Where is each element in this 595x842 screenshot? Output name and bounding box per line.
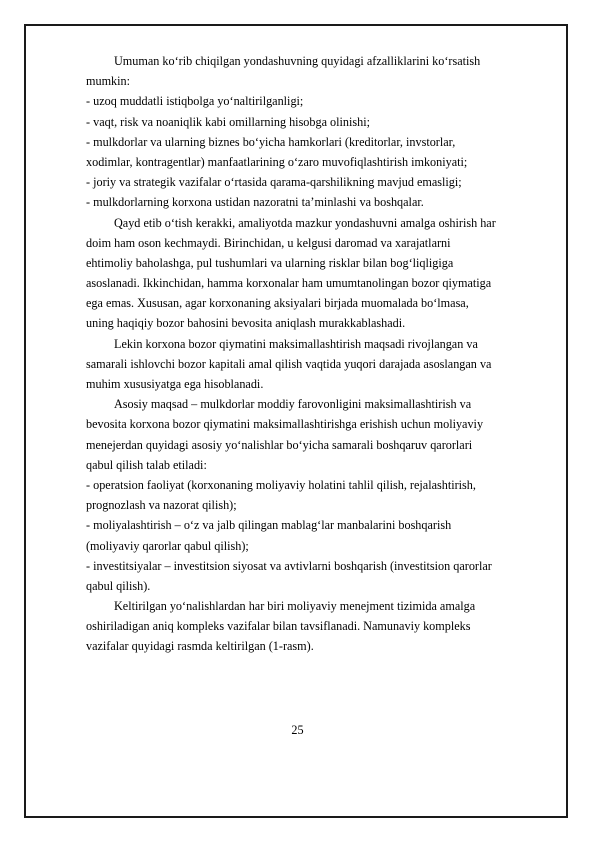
- text-line: - mulkdorlarning korxona ustidan nazoratni ta’minlashi va boshqalar.: [86, 195, 424, 210]
- text-line: ehtimoliy baholashga, pul tushumlari va ularning risklar bilan bog‘liqligiga: [86, 255, 454, 270]
- text-line: - uzoq muddatli istiqbolga yo‘naltirilganligi;: [86, 94, 304, 109]
- paragraph-first-line: Keltirilgan yo‘nalishlardan har biri moliyaviy menejment tizimida amalga: [114, 599, 476, 614]
- text-line: muhim xususiyatga ega hisoblanadi.: [86, 377, 264, 391]
- text-line: - mulkdorlar va ularning biznes bo‘yicha hamkorlari (kreditorlar, invstorlar,: [86, 134, 456, 149]
- text-line: ega emas. Xususan, agar korxonaning aksiyalari birjada muomalada bo‘lmasa,: [86, 296, 469, 311]
- paragraph-first-line: Lekin korxona bozor qiymatini maksimallashtirish maqsadi rivojlangan va: [114, 336, 478, 351]
- paragraph-first-line: Asosiy maqsad – mulkdorlar moddiy farovonligini maksimallashtirish va: [114, 397, 472, 412]
- text-line: - vaqt, risk va noaniqlik kabi omillarning hisobga olinishi;: [86, 114, 371, 129]
- text-line: vazifalar quyidagi rasmda keltirilgan (1-rasm).: [86, 639, 314, 654]
- text-line: - operatsion faoliyat (korxonaning moliyaviy holatini tahlil qilish, rejalashtirish,: [86, 477, 476, 492]
- text-line: - moliyalashtirish – o‘z va jalb qilingan mablag‘lar manbalarini boshqarish: [86, 518, 452, 533]
- text-line: bevosita korxona bozor qiymatini maksimallashtirishga erishish uchun moliyaviy: [86, 417, 484, 432]
- text-line: uning haqiqiy bozor bahosini bevosita aniqlash murakkablashadi.: [86, 316, 406, 331]
- text-line: qabul qilish talab etiladi:: [86, 457, 207, 472]
- paragraph-first-line: Qayd etib o‘tish kerakki, amaliyotda mazkur yondashuvni amalga oshirish har: [114, 215, 496, 230]
- text-line: - joriy va strategik vazifalar o‘rtasida qarama-qarshilikning mavjud emasligi;: [86, 175, 462, 190]
- text-line: - investitsiyalar – investitsion siyosat va avtivlarni boshqarish (investitsion qarorlar: [86, 558, 492, 573]
- document-body: [86, 51, 554, 657]
- text-line: oshiriladigan aniq kompleks vazifalar bilan tavsiflanadi. Namunaviy kompleks: [86, 619, 471, 634]
- text-line: xodimlar, kontragentlar) manfaatlarining o‘zaro muvofiqlashtirish imkoniyati;: [86, 154, 468, 169]
- text-line: mumkin:: [86, 74, 131, 89]
- paragraph-first-line: Umuman ko‘rib chiqilgan yondashuvning quyidagi afzalliklarini ko‘rsatish: [114, 54, 481, 68]
- text-line: samarali ishlovchi bozor kapitali amal qilish vaqtida yuqori darajada asoslangan va: [86, 356, 492, 371]
- page-number: 25: [291, 723, 304, 737]
- text-line: asoslanadi. Ikkinchidan, hamma korxonalar ham umumtanolingan bozor qiymatiga: [86, 276, 492, 291]
- text-line: (moliyaviy qarorlar qabul qilish);: [86, 538, 249, 553]
- text-line: doim ham oson kechmaydi. Birinchidan, u kelgusi daromad va xarajatlarni: [86, 235, 451, 250]
- text-line: qabul qilish).: [86, 578, 151, 593]
- text-line: prognozlash va nazorat qilish);: [86, 498, 237, 513]
- text-line: menejerdan quyidagi asosiy yo‘nalishlar bo‘yicha samarali boshqaruv qarorlari: [86, 437, 473, 452]
